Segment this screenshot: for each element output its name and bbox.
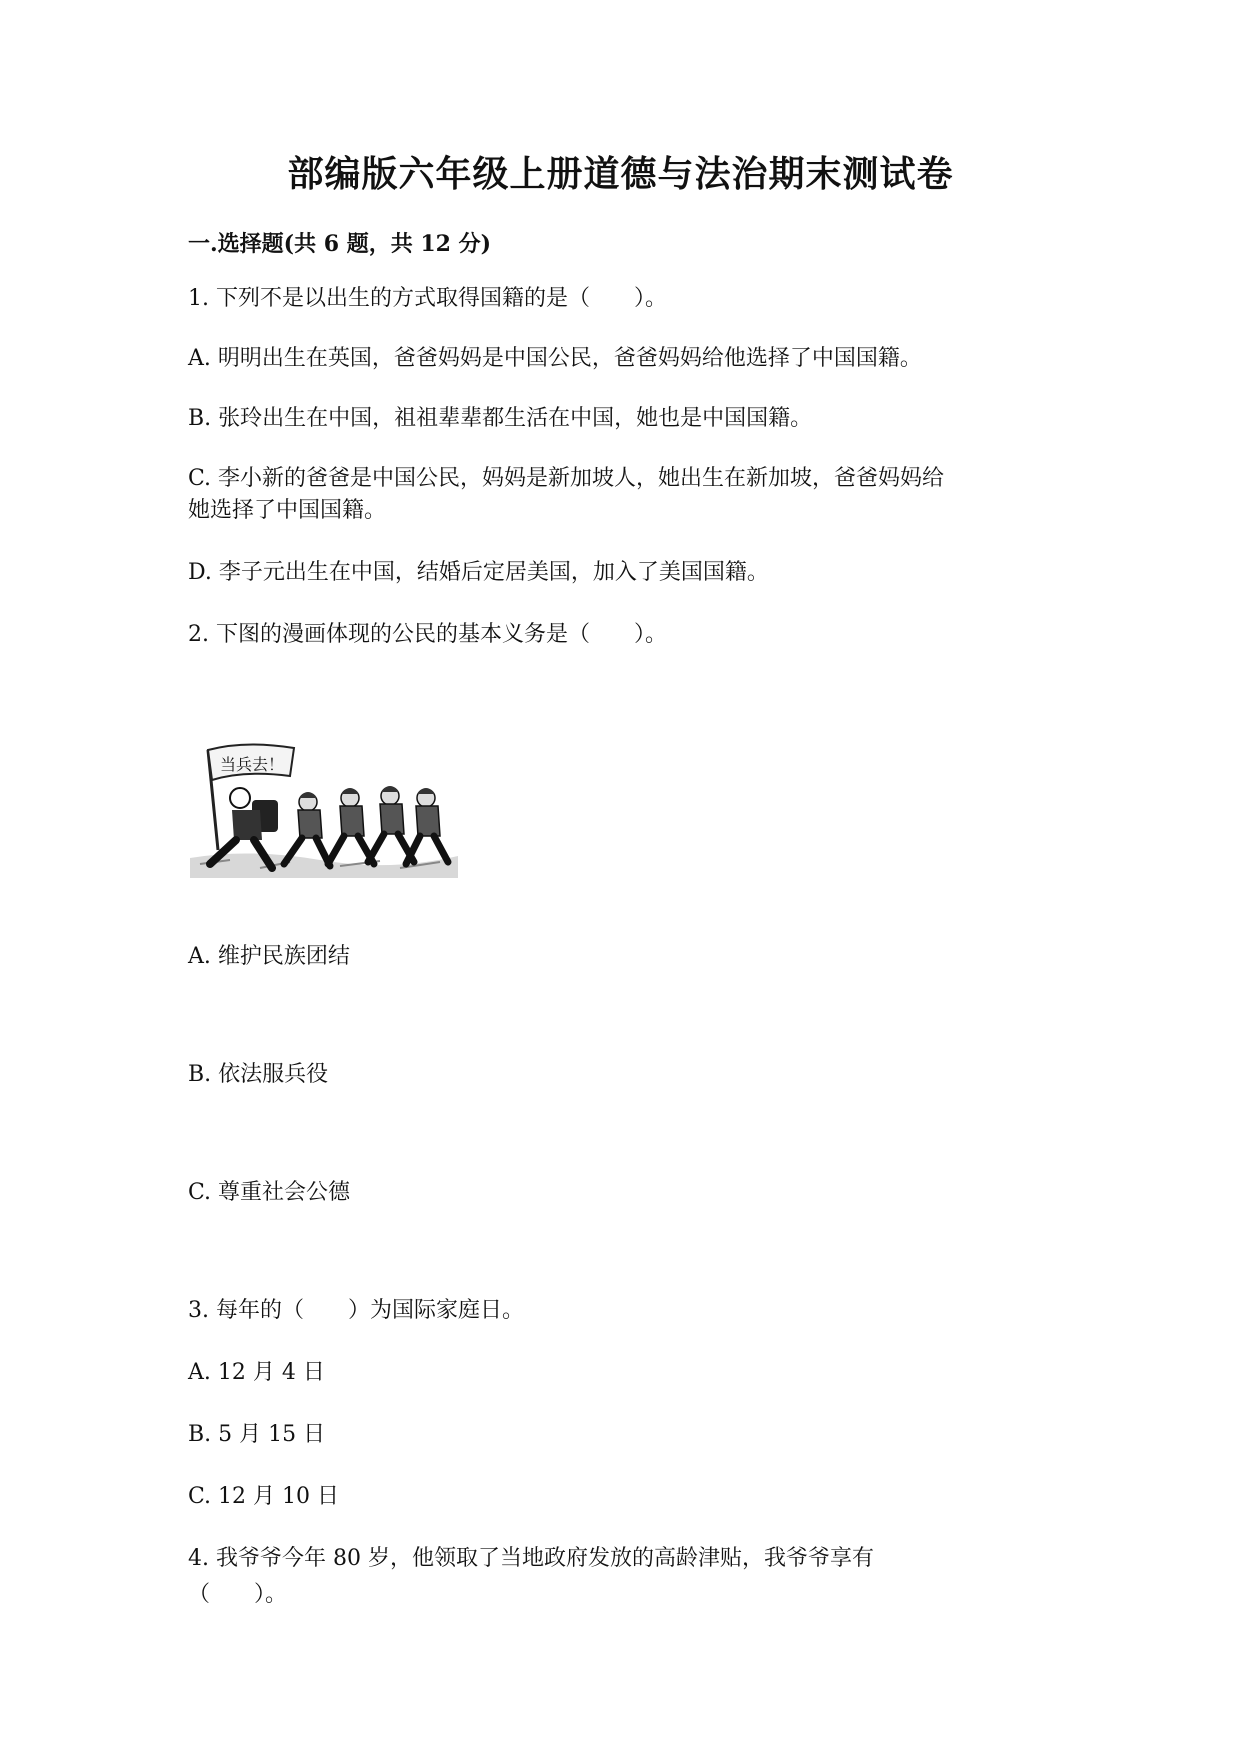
- question-2-option-a[interactable]: A. 维护民族团结: [188, 944, 350, 969]
- question-2-stem: 2. 下图的漫画体现的公民的基本义务是（ ）。: [188, 622, 667, 647]
- question-3-option-a[interactable]: A. 12 月 4 日: [188, 1360, 325, 1385]
- question-1-option-c-continued: 她选择了中国国籍。: [188, 498, 387, 523]
- question-4-stem-continued: （ ）。: [188, 1582, 288, 1607]
- question-1-option-d[interactable]: D. 李子元出生在中国，结婚后定居美国，加入了美国国籍。: [188, 560, 769, 585]
- section-heading: 一.选择题(共 6 题，共 12 分): [188, 231, 492, 257]
- soldiers-cartoon-image: [190, 740, 458, 878]
- page-title: 部编版六年级上册道德与法治期末测试卷: [287, 153, 954, 195]
- flag-caption: 当兵去！: [220, 755, 285, 774]
- question-4-stem: 4. 我爷爷今年 80 岁，他领取了当地政府发放的高龄津贴，我爷爷享有: [188, 1546, 874, 1571]
- question-2-option-c[interactable]: C. 尊重社会公德: [188, 1180, 351, 1205]
- question-1-option-b[interactable]: B. 张玲出生在中国，祖祖辈辈都生活在中国，她也是中国国籍。: [188, 406, 813, 431]
- question-3-stem: 3. 每年的（ ）为国际家庭日。: [188, 1298, 524, 1323]
- question-1-stem: 1. 下列不是以出生的方式取得国籍的是（ ）。: [188, 286, 667, 311]
- question-1-option-a[interactable]: A. 明明出生在英国，爸爸妈妈是中国公民，爸爸妈妈给他选择了中国国籍。: [188, 346, 922, 371]
- question-3-option-b[interactable]: B. 5 月 15 日: [188, 1422, 326, 1447]
- question-3-option-c[interactable]: C. 12 月 10 日: [188, 1484, 340, 1509]
- question-1-option-c[interactable]: C. 李小新的爸爸是中国公民，妈妈是新加坡人，她出生在新加坡，爸爸妈妈给: [188, 466, 945, 491]
- question-2-option-b[interactable]: B. 依法服兵役: [188, 1062, 329, 1087]
